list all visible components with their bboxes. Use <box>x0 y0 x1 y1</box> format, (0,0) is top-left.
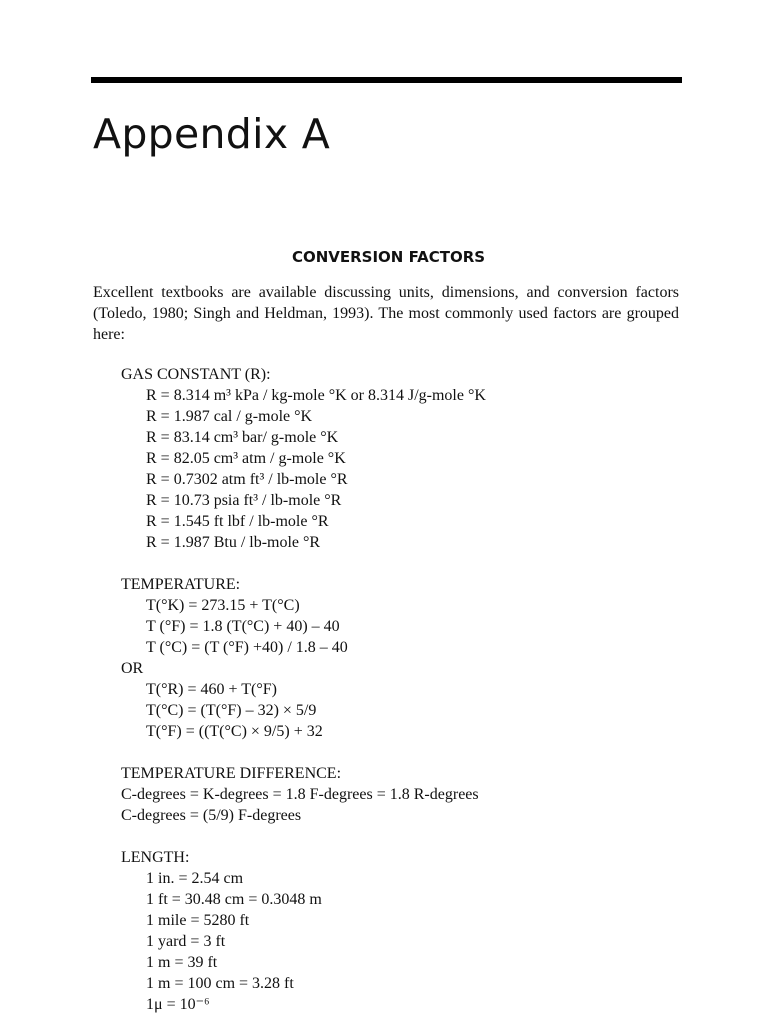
factor-line: T(°C) = (T(°F) – 32) × 5/9 <box>146 702 317 719</box>
factor-group-heading: C-degrees = (5/9) F-degrees <box>121 807 302 824</box>
factor-line: T(°F) = ((T(°C) × 9/5) + 32 <box>146 723 323 740</box>
factor-line: R = 1.987 Btu / lb-mole °R <box>146 534 321 551</box>
page-title: Appendix A <box>93 110 331 158</box>
factor-line: T(°R) = 460 + T(°F) <box>146 681 277 698</box>
factor-group-heading: C-degrees = K-degrees = 1.8 F-degrees = 1.8 R-degrees <box>121 786 479 803</box>
factor-group-heading: GAS CONSTANT (R): <box>121 366 271 383</box>
factor-group <box>0 364 768 553</box>
section-heading: CONVERSION FACTORS <box>291 248 486 266</box>
factor-group-heading: OR <box>121 660 144 677</box>
factor-line: R = 1.987 cal / g-mole °K <box>146 408 313 425</box>
factor-line: 1 in. = 2.54 cm <box>146 870 244 887</box>
intro-paragraph: Excellent textbooks are available discussing units, dimensions, and conversion factors (Toledo, 1980; Singh and Heldman, 1993). The most commonly used factors are grouped here: <box>93 284 679 343</box>
conversion-factor-groups <box>0 364 768 1036</box>
header-rule <box>91 77 682 83</box>
factor-line: 1 yard = 3 ft <box>146 933 226 950</box>
factor-line: T (°F) = 1.8 (T(°C) + 40) – 40 <box>146 618 340 635</box>
factor-line: 1 ft = 30.48 cm = 0.3048 m <box>146 891 322 908</box>
factor-line: 1 m = 100 cm = 3.28 ft <box>146 975 294 992</box>
factor-line: 1 mile = 5280 ft <box>146 912 250 929</box>
factor-group-heading: TEMPERATURE: <box>121 576 241 593</box>
factor-line: R = 1.545 ft lbf / lb-mole °R <box>146 513 329 530</box>
factor-line: R = 82.05 cm³ atm / g-mole °K <box>146 450 346 467</box>
factor-line: R = 8.314 m³ kPa / kg-mole °K or 8.314 J/g-mole °K <box>146 387 486 404</box>
factor-line: T (°C) = (T (°F) +40) / 1.8 – 40 <box>146 639 348 656</box>
factor-group-heading: LENGTH: <box>121 849 190 866</box>
factor-line: T(°K) = 273.15 + T(°C) <box>146 597 300 614</box>
factor-group <box>0 847 768 1015</box>
factor-group <box>0 574 768 742</box>
factor-line: R = 10.73 psia ft³ / lb-mole °R <box>146 492 342 509</box>
factor-line: 1μ = 10⁻⁶ <box>146 996 210 1013</box>
factor-line: R = 83.14 cm³ bar/ g-mole °K <box>146 429 339 446</box>
factor-group <box>0 763 768 826</box>
factor-line: 1 m = 39 ft <box>146 954 218 971</box>
factor-group-heading: TEMPERATURE DIFFERENCE: <box>121 765 342 782</box>
factor-line: R = 0.7302 atm ft³ / lb-mole °R <box>146 471 348 488</box>
